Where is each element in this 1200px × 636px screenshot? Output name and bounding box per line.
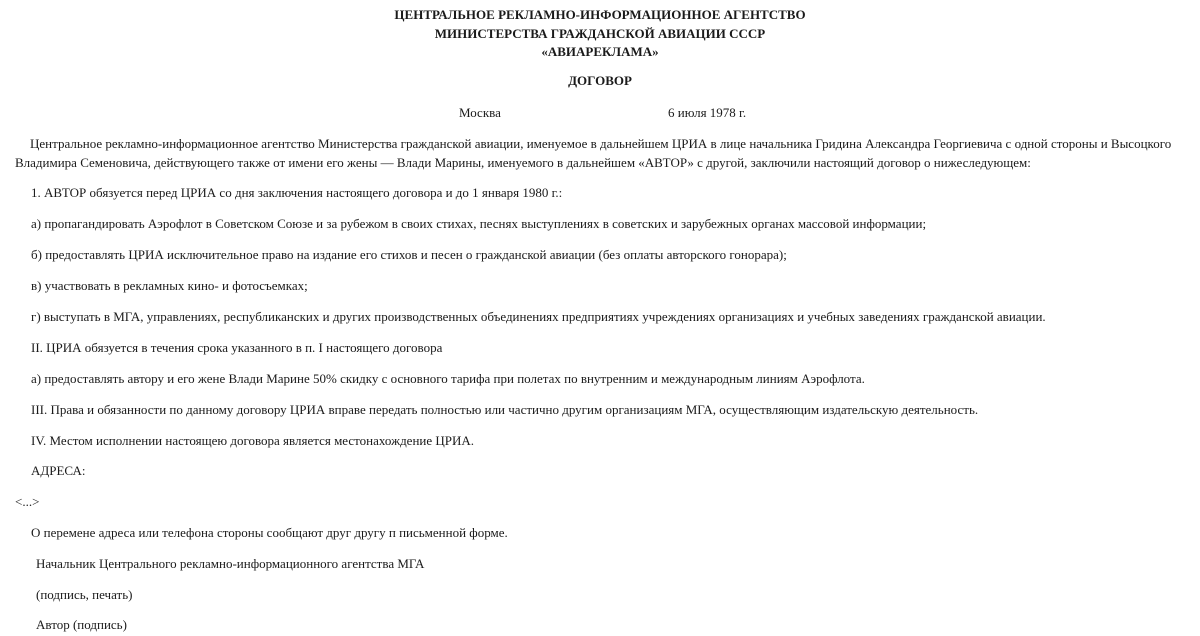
addresses-heading: АДРЕСА: bbox=[31, 463, 86, 478]
document-title: ДОГОВОР bbox=[568, 73, 632, 88]
signature-line-author: Автор (подпись) bbox=[36, 617, 127, 632]
clause-2: II. ЦРИА обязуется в течения срока указанного в п. I настоящего договора bbox=[31, 340, 443, 355]
clause-1a: а) пропагандировать Аэрофлот в Советском Союзе и за рубежом в своих стихах, песнях выступлениях в советских и зарубежных органах массовой информации; bbox=[31, 216, 927, 231]
signature-line-seal: (подпись, печать) bbox=[36, 587, 133, 602]
clause-4: IV. Местом исполнении настоящею договора является местонахождение ЦРИА. bbox=[31, 433, 475, 448]
omission-marker: <...> bbox=[15, 494, 40, 509]
signature-line-agency-head: Начальник Центрального рекламно-информационного агентства МГА bbox=[36, 556, 425, 571]
clause-3: III. Права и обязанности по данному договору ЦРИА вправе передать полностью или частично другим организациям МГА, осуществляющим издательскую деятельность. bbox=[31, 402, 979, 417]
intro-paragraph: Центральное рекламно-информационное агентство Министерства гражданской авиации, именуемое в дальнейшем ЦРИА в лице начальника Гридина Александра Георгиевича с одной стороны и Высоцкого Владимира Семеновича, действующего также от имени его жены — Влади Марины, именуемого в дальнейшем «АВТОР» с другой, заключили настоящий договор о нижеследующем: bbox=[15, 136, 1172, 170]
clause-1g: г) выступать в МГА, управлениях, республиканских и других производственных объединениях предприятиях учреждениях организациях и учебных заведениях гражданской авиации. bbox=[31, 309, 1046, 324]
clause-1v: в) участвовать в рекламных кино- и фотосъемках; bbox=[31, 278, 308, 293]
clause-1b: б) предоставлять ЦРИА исключительное право на издание его стихов и песен о гражданской авиации (без оплаты авторского гонорара); bbox=[31, 247, 787, 262]
place: Москва bbox=[459, 105, 501, 120]
clause-2a: а) предоставлять автору и его жене Влади Марине 50% скидку с основного тарифа при полетах по внутренним и международным линиям Аэрофлота. bbox=[31, 371, 865, 386]
place-date-row bbox=[0, 104, 1200, 121]
header-line-brand: «АВИАРЕКЛАМА» bbox=[541, 44, 659, 59]
header-line-ministry: МИНИСТЕРСТВА ГРАЖДАНСКОЙ АВИАЦИИ СССР bbox=[434, 26, 766, 41]
address-change-note: О перемене адреса или телефона стороны сообщают друг другу п письменной форме. bbox=[31, 525, 508, 540]
clause-1: 1. АВТОР обязуется перед ЦРИА со дня заключения настоящего договора и до 1 января 1980 г.: bbox=[31, 185, 563, 200]
date: 6 июля 1978 г. bbox=[668, 105, 747, 120]
header-line-agency: ЦЕНТРАЛЬНОЕ РЕКЛАМНО-ИНФОРМАЦИОННОЕ АГЕНТСТВО bbox=[394, 7, 806, 22]
